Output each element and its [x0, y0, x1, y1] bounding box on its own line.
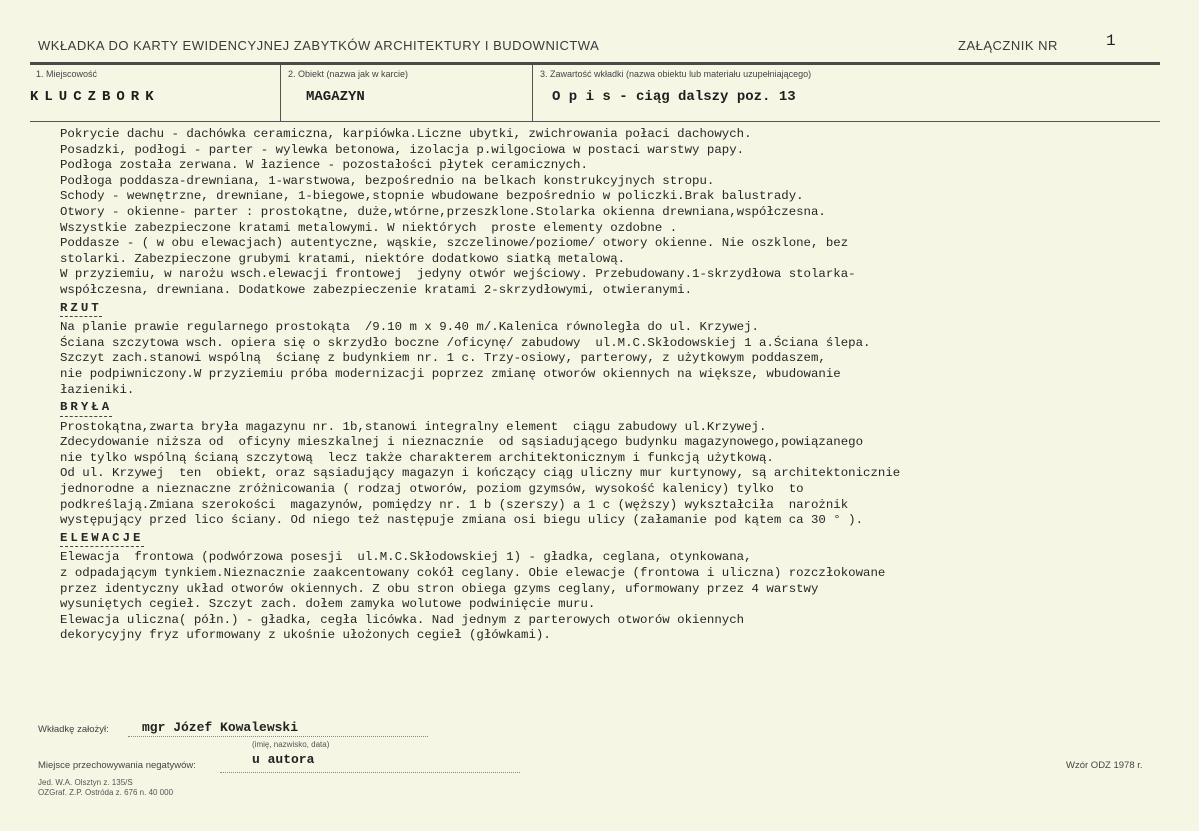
- text-line: jednorodne a nieznaczne zróżnicowania ( rodzaj otworów, poziom gzymsów, wysokość kalenicy) tylko to: [60, 482, 804, 497]
- description-body: [60, 127, 1140, 644]
- text-line: podkreślają.Zmiana szerokości magazynów, pomiędzy nr. 1 b (szerszy) a 1 c (węższy) wykształciła narożnik: [60, 497, 849, 512]
- text-line: Ściana szczytowa wsch. opiera się o skrzydło boczne /oficynę/ zabudowy ul.M.C.Skłodowskiej 1 a.Ściana ślepa.: [60, 335, 871, 350]
- locality-label: 1. Miejscowość: [36, 69, 98, 79]
- print-info-2: OZGraf. Z.P. Ostróda z. 676 n. 40 000: [38, 788, 174, 797]
- text-line: nie podpiwniczony.W przyziemiu próba modernizacji poprzez zmianę otworów okiennych na większe, wbudowanie: [60, 366, 841, 381]
- text-line: W przyziemiu, w narożu wsch.elewacji frontowej jedyny otwór wejściowy. Przebudowany.1-skrzydłowa stolarka-: [60, 267, 856, 282]
- form-label: Wzór ODZ 1978 r.: [1066, 760, 1143, 771]
- content-field: [534, 65, 1160, 121]
- text-line: dekorycyjny fryz uformowany z ukośnie ułożonych cegieł (główkami).: [60, 628, 551, 643]
- text-line: Schody - wewnętrzne, drewniane, 1-biegowe,stopnie wbudowane bezpośrednio w policzki.Brak balustrady.: [60, 189, 804, 204]
- storage-value: u autora: [252, 752, 315, 767]
- text-line: Na planie prawie regularnego prostokąta /9.10 m x 9.40 m/.Kalenica równoległa do ul. Krzywej.: [60, 320, 759, 335]
- section-bryla: [60, 420, 1140, 529]
- text-line: z odpadającym tynkiem.Nieznacznie zaakcentowany cokół ceglany. Obie elewacje (frontowa i uliczna) rozczłokowane: [60, 566, 886, 581]
- author-line: [128, 736, 428, 737]
- text-line: Prostokątna,zwarta bryła magazynu nr. 1b,stanowi integralny element ciągu zabudowy ul.Krzywej.: [60, 419, 767, 434]
- text-line: Pokrycie dachu - dachówka ceramiczna, karpiówka.Liczne ubytki, zwichrowania połaci dachowych.: [60, 127, 752, 141]
- text-line: Zdecydowanie niższa od oficyny mieszkalnej i nieznacznie od sąsiadującego budynku magazynowego,powiązanego: [60, 435, 864, 450]
- locality-value: KLUCZBORK: [30, 89, 160, 105]
- text-line: Szczyt zach.stanowi wspólną ścianę z budynkiem nr. 1 c. Trzy-osiowy, parterowy, z użytkowym poddaszem,: [60, 351, 826, 366]
- locality-field: [30, 65, 281, 121]
- field-row: [30, 65, 1160, 122]
- heading-bryla: BRYŁA: [60, 400, 112, 417]
- heading-rzut: RZUT: [60, 301, 102, 318]
- annex-number: 1: [1106, 32, 1116, 50]
- object-field: [282, 65, 533, 121]
- text-line: Podłoga została zerwana. W łazience - pozostałości płytek ceramicznych.: [60, 158, 588, 173]
- annex-label: ZAŁĄCZNIK NR: [958, 38, 1058, 53]
- card-title: WKŁADKA DO KARTY EWIDENCYJNEJ ZABYTKÓW ARCHITEKTURY I BUDOWNICTWA: [38, 38, 600, 53]
- text-line: Elewacja frontowa (podwórzowa posesji ul.M.C.Skłodowskiej 1) - gładka, ceglana, otynkowana,: [60, 550, 752, 565]
- author-label: Wkładkę założył:: [38, 724, 109, 735]
- card-header: [30, 30, 1160, 65]
- storage-line: [220, 772, 520, 773]
- content-label: 3. Zawartość wkładki (nazwa obiektu lub materiału uzupełniającego): [540, 69, 812, 79]
- text-line: Otwory - okienne- parter : prostokątne, duże,wtórne,przeszklone.Stolarka okienna drewniana,współczesna.: [60, 204, 826, 219]
- text-line: wysuniętych cegieł. Szczyt zach. dołem zamyka wolutowe podwinięcie muru.: [60, 597, 596, 612]
- object-value: MAGAZYN: [306, 89, 365, 105]
- content-value: O p i s - ciąg dalszy poz. 13: [552, 89, 796, 105]
- text-line: stolarki. Zabezpieczone grubymi kratami, niektóre dodatkowo siatką metalową.: [60, 251, 626, 266]
- text-line: współczesna, drewniana. Dodatkowe zabezpieczenie kratami 2-skrzydłowymi, otwieranymi.: [60, 282, 693, 297]
- storage-label: Miejsce przechowywania negatywów:: [38, 760, 196, 771]
- text-line: przez identyczny układ otworów okiennych. Z obu stron obiega gzyms ceglany, uformowany przez 4 warstwy: [60, 581, 819, 596]
- author-hint: (imię, nazwisko, data): [252, 740, 330, 749]
- section-materials: [60, 127, 1140, 299]
- text-line: Elewacja uliczna( półn.) - gładka, cegła licówka. Nad jednym z parterowych otworów okiennych: [60, 612, 745, 627]
- print-info-1: Jed. W.A. Olsztyn z. 135/S: [38, 778, 133, 787]
- text-line: występujący przed lico ściany. Od niego też następuje zmiana osi biegu ulicy (załamanie pod kątem ca 30 ° ).: [60, 513, 864, 528]
- heading-elewacje: ELEWACJE: [60, 531, 144, 548]
- text-line: Poddasze - ( w obu elewacjach) autentyczne, wąskie, szczelinowe/poziome/ otwory okienne. Nie oszklone, bez: [60, 236, 849, 251]
- text-line: Wszystkie zabezpieczone kratami metalowymi. W niektórych proste elementy ozdobne .: [60, 220, 678, 235]
- text-line: Posadzki, podłogi - parter - wylewka betonowa, izolacja p.wilgociowa w postaci warstwy papy.: [60, 142, 745, 157]
- author-value: mgr Józef Kowalewski: [142, 720, 299, 735]
- text-line: nie tylko wspólną ścianą szczytową lecz także charakterem architektonicznym i funkcją użytkową.: [60, 450, 774, 465]
- text-line: łazieniki.: [60, 382, 135, 397]
- text-line: Od ul. Krzywej ten obiekt, oraz sąsiadujący magazyn i kończący ciąg uliczny mur kurtynowy, są architektonicznie: [60, 466, 901, 481]
- text-line: Podłoga poddasza-drewniana, 1-warstwowa, bezpośrednio na belkach konstrukcyjnych stropu.: [60, 173, 715, 188]
- object-label: 2. Obiekt (nazwa jak w karcie): [288, 69, 409, 79]
- section-elewacje: [60, 550, 1140, 644]
- section-rzut: [60, 320, 1140, 398]
